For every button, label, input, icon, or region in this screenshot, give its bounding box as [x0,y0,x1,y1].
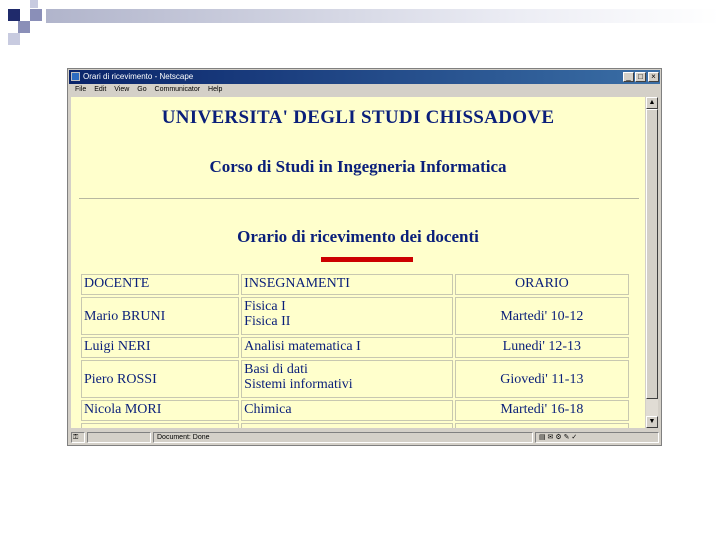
status-spacer [87,432,151,443]
window-title: Orari di ricevimento - Netscape [83,72,194,81]
menu-bar [69,84,660,96]
scroll-up-arrow-icon[interactable]: ▲ [646,97,658,109]
cell-orario: Martedi' 10-12 [455,297,629,335]
cell-docente: Piero ROSSI [81,360,239,398]
course-name: Fisica I [244,299,286,314]
course-name: Chimica [244,402,292,417]
page-heading: Orario di ricevimento dei docenti [237,227,479,246]
course-name: Fisica II [244,314,291,329]
status-text: Document: Done [153,432,533,443]
vertical-scrollbar[interactable] [646,97,658,428]
cell-empty [241,423,453,428]
component-bar-icons[interactable]: ▤ ✉ ⚙ ✎ ✓ [535,432,659,443]
table-row [81,360,629,398]
course-title: Corso di Studi in Ingegneria Informatica [209,157,507,176]
menu-go[interactable]: Go [137,86,147,93]
table-row [81,337,629,358]
course-name: Analisi matematica I [244,339,361,354]
table-row [81,423,629,428]
table-header-row [81,274,629,295]
close-button[interactable]: × [648,72,659,82]
menu-edit[interactable]: Edit [94,86,107,93]
cell-empty [81,423,239,428]
maximize-button[interactable]: □ [635,72,646,82]
status-bar [69,431,660,444]
slide-decoration [0,0,720,48]
cell-docente: Luigi NERI [81,337,239,358]
course-name: Basi di dati [244,362,308,377]
title-bar [69,70,660,84]
table-row [81,297,629,335]
cell-orario: Lunedi' 12-13 [455,337,629,358]
scroll-down-arrow-icon[interactable]: ▼ [646,416,658,428]
menu-file[interactable]: File [75,86,87,93]
office-hours-table [79,272,631,428]
header-orario: ORARIO [455,274,629,295]
cell-empty [455,423,629,428]
cell-insegnamenti [241,400,453,421]
netscape-icon [71,72,80,81]
cell-docente: Nicola MORI [81,400,239,421]
security-lock-icon[interactable]: ⚿ [71,432,85,443]
header-docente: DOCENTE [81,274,239,295]
menu-view[interactable]: View [114,86,130,93]
header-insegnamenti: INSEGNAMENTI [241,274,453,295]
cell-orario: Martedi' 16-18 [455,400,629,421]
horizontal-rule [79,198,639,199]
cell-insegnamenti [241,297,453,335]
table-row [81,400,629,421]
university-title: UNIVERSITA' DEGLI STUDI CHISSADOVE [161,107,555,128]
cell-insegnamenti [241,337,453,358]
cell-orario: Giovedi' 11-13 [455,360,629,398]
cell-docente: Mario BRUNI [81,297,239,335]
browser-window [67,68,662,446]
menu-communicator[interactable]: Communicator [154,86,201,93]
heading-underline-bar [321,257,413,262]
cell-insegnamenti [241,360,453,398]
scrollbar-thumb[interactable] [646,109,658,399]
minimize-button[interactable]: _ [623,72,634,82]
menu-help[interactable]: Help [208,86,223,93]
page-content [71,97,645,428]
course-name: Sistemi informativi [244,377,353,392]
